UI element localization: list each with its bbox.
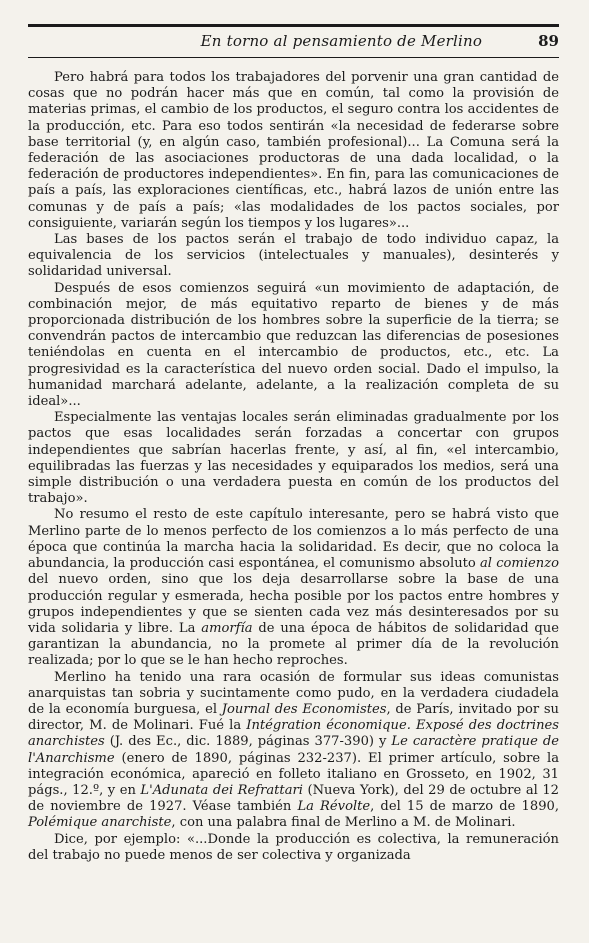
paragraph-7: Dice, por ejemplo: «...Donde la producción es colectiva, la remuneración del trabajo no puede menos de ser colectiva y organizada bbox=[28, 831, 559, 863]
paragraph-6-text-i: (Nueva York), del 29 de octubre al 12 de noviembre de 1927. Véase también bbox=[28, 782, 559, 815]
paragraph-6-text-a: Merlino ha tenido una rara ocasión de formular sus ideas comunistas anarquistas tan sobria y sucintamente como pudo, en la verdadera ciudadela de la economía burguesa, el bbox=[28, 669, 559, 717]
paragraph-6-text-e: (J. des Ec., dic. 1889, páginas 377-390) y bbox=[104, 734, 392, 750]
running-title: En torno al pensamiento de Merlino bbox=[200, 32, 483, 50]
article-title-caractere: Le caractère pratique de l'Anarchisme bbox=[28, 734, 559, 766]
header-rule-bottom bbox=[28, 57, 559, 58]
paragraph-5-text-e: de una época de hábitos de solidaridad que garantizan la abundancia, no la promete al primer día de la revolución realizada; por lo que se le han hecho reproches. bbox=[28, 620, 559, 669]
paragraph-6-text-g: (enero de 1890, páginas 232-237). El primer artículo, sobre la integración económica, apareció en folleto italiano en Grosseto, en 1902, 31 págs., 12.º, y en bbox=[28, 750, 559, 798]
periodical-adunata: L'Adunata dei Refrattari bbox=[140, 782, 303, 798]
paragraph-1: Pero habrá para todos los trabajadores del porvenir una gran cantidad de cosas que no podrán hacer más que en común, tal como la provisión de materias primas, el cambio de los productos, el seguro contra los accidentes de la producción, etc. Para eso todos sentirán «la necesidad de federarse sobre base territorial (y, en algún caso, también profesional)... La Comuna será la federación de las asociaciones productoras de una dada localidad, o la federación de productores independientes». En fin, para las comunicaciones de país a país, las exploraciones científicas, etc., habrá lazos de unión entre las comunas y de país a país; «las modalidades de los pactos sociales, por consiguiente, variarán según los tiempos y los lugares»... bbox=[28, 70, 559, 231]
page-body bbox=[28, 70, 559, 864]
periodical-revolte: La Révolte bbox=[297, 799, 371, 815]
paragraph-2: Las bases de los pactos serán el trabajo de todo individuo capaz, la equivalencia de los servicios (intelectuales y manuales), desinterés y solidaridad universal. bbox=[28, 232, 559, 280]
paragraph-5-emphasis-amorfia: amorfía bbox=[201, 620, 253, 636]
paragraph-6-text-m: , con una palabra final de Merlino a M. de Molinari. bbox=[171, 815, 516, 831]
page-number: 89 bbox=[538, 32, 559, 50]
paragraph-4: Especialmente las ventajas locales serán eliminadas gradualmente por los pactos que esas localidades serán forzadas a concertar con grupos independientes que sabrían hacerlas frente, y así, al fin, «el intercambio, equilibradas las fuerzas y las necesidades y equiparados los medios, será una simple distribución o una verdadera puesta en común de los productos del trabajo». bbox=[28, 410, 559, 507]
paragraph-6-text-c: , de París, invitado por su director, M. de Molinari. Fué la bbox=[28, 701, 559, 734]
paragraph-6-text-k: , del 15 de marzo de 1890, bbox=[370, 799, 560, 815]
paragraph-5-text-a: No resumo el resto de este capítulo interesante, pero se habrá visto que Merlino parte de lo menos perfecto de los comienzos a lo más perfecto de una época que continúa la marcha hacia la solidaridad. Es decir, que no coloca la abundancia, la producción casi espontánea, el comunismo absoluto bbox=[28, 507, 559, 572]
paragraph-5 bbox=[28, 507, 559, 669]
paragraph-3: Después de esos comienzos seguirá «un movimiento de adaptación, de combinación mejor, de más equitativo reparto de bienes y de más proporcionada distribución de los hombres sobre la superficie de la tierra; se convendrán pactos de intercambio que reduzcan las diferencias de posesiones teniéndolas en cuenta en el intercambio de productos, etc., etc. La progresividad es la característica del nuevo orden social. Dado el impulso, la humanidad marchará adelante, adelante, a la realización completa de su ideal»... bbox=[28, 280, 559, 410]
page-header bbox=[28, 32, 559, 52]
header-rule-top bbox=[28, 24, 559, 27]
journal-title: Journal des Economistes bbox=[221, 701, 387, 717]
paragraph-5-emphasis-comienzo: al comienzo bbox=[480, 556, 559, 572]
paragraph-5-text-c: del nuevo orden, sino que los deja desarrollarse sobre la base de una producción regular y esmerada, hecha posible por los pactos entre hombres y grupos independientes y que se sienten cada vez más desinteresados por su vida solidaria y libre. La bbox=[28, 572, 559, 636]
article-title-polemique: Polémique anarchiste bbox=[28, 815, 172, 831]
paragraph-6 bbox=[28, 670, 559, 832]
article-title-integration: Intégration économique. Exposé des doctrines anarchistes bbox=[28, 718, 559, 750]
